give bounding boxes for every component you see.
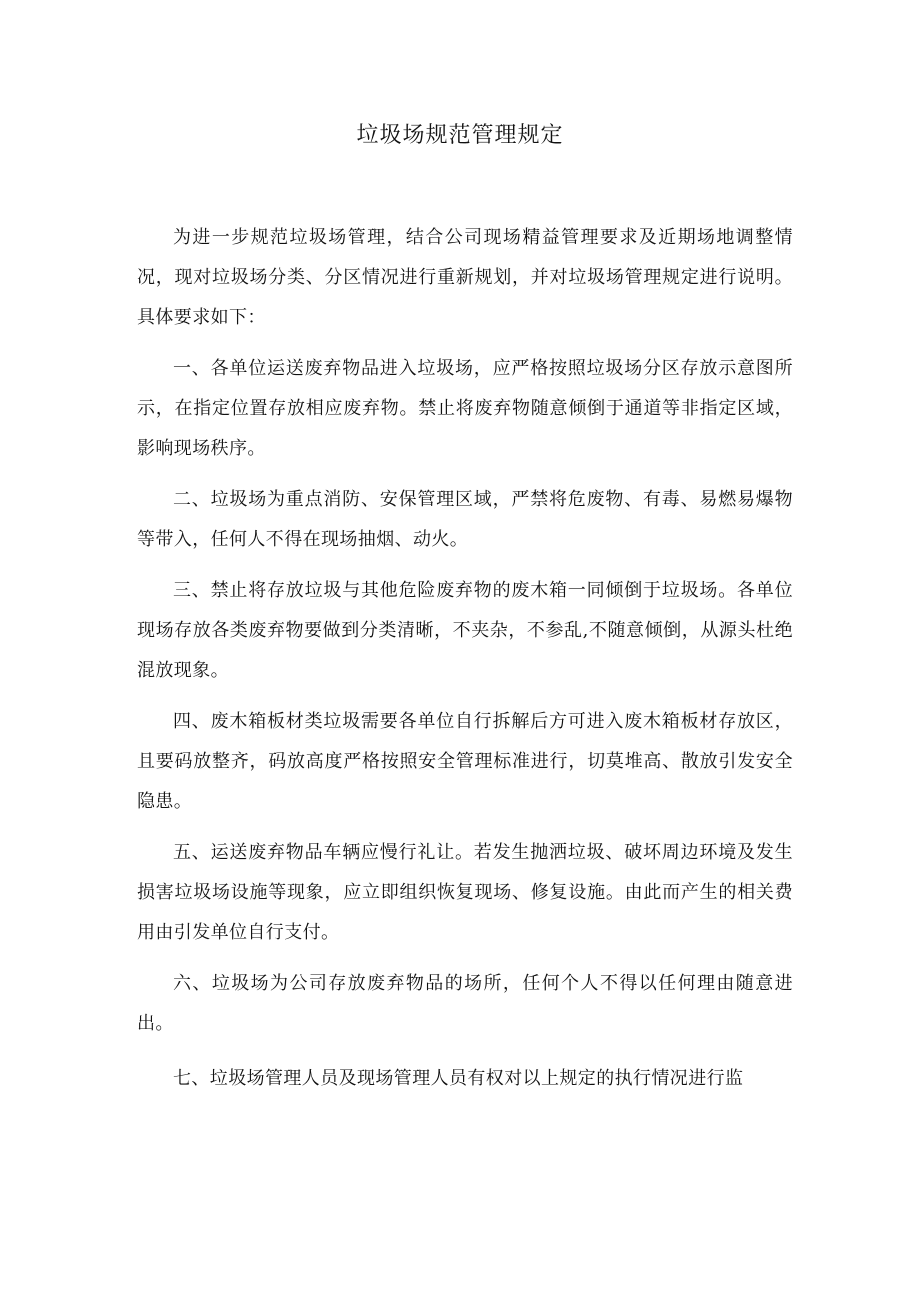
paragraph-rule-3: 三、禁止将存放垃圾与其他危险废弃物的废木箱一同倾倒于垃圾场。各单位现场存放各类废弃物要做到分类清晰，不夹杂，不参乱,不随意倾倒，从源头杜绝混放现象。 bbox=[137, 580, 793, 681]
paragraph-rule-1: 一、各单位运送废弃物品进入垃圾场，应严格按照垃圾场分区存放示意图所示，在指定位置存放相应废弃物。禁止将废弃物随意倾倒于通道等非指定区域，影响现场秩序。 bbox=[137, 358, 793, 459]
paragraph-rule-4: 四、废木箱板材类垃圾需要各单位自行拆解后方可进入废木箱板材存放区，且要码放整齐，码放高度严格按照安全管理标准进行，切莫堆高、散放引发安全隐患。 bbox=[137, 711, 793, 812]
paragraph-rule-7: 七、垃圾场管理人员及现场管理人员有权对以上规定的执行情况进行监 bbox=[173, 1068, 744, 1089]
document-title: 垃圾场规范管理规定 bbox=[356, 123, 564, 148]
paragraph-intro: 为进一步规范垃圾场管理，结合公司现场精益管理要求及近期场地调整情况，现对垃圾场分类、分区情况进行重新规划，并对垃圾场管理规定进行说明。具体要求如下： bbox=[137, 227, 793, 328]
paragraph-rule-2: 二、垃圾场为重点消防、安保管理区域，严禁将危废物、有毒、易燃易爆物等带入，任何人不得在现场抽烟、动火。 bbox=[137, 489, 793, 550]
paragraph-rule-6: 六、垃圾场为公司存放废弃物品的场所，任何个人不得以任何理由随意进出。 bbox=[137, 973, 793, 1034]
paragraph-rule-5: 五、运送废弃物品车辆应慢行礼让。若发生抛洒垃圾、破坏周边环境及发生损害垃圾场设施等现象，应立即组织恢复现场、修复设施。由此而产生的相关费用由引发单位自行支付。 bbox=[137, 842, 793, 943]
document-body bbox=[137, 218, 793, 1110]
